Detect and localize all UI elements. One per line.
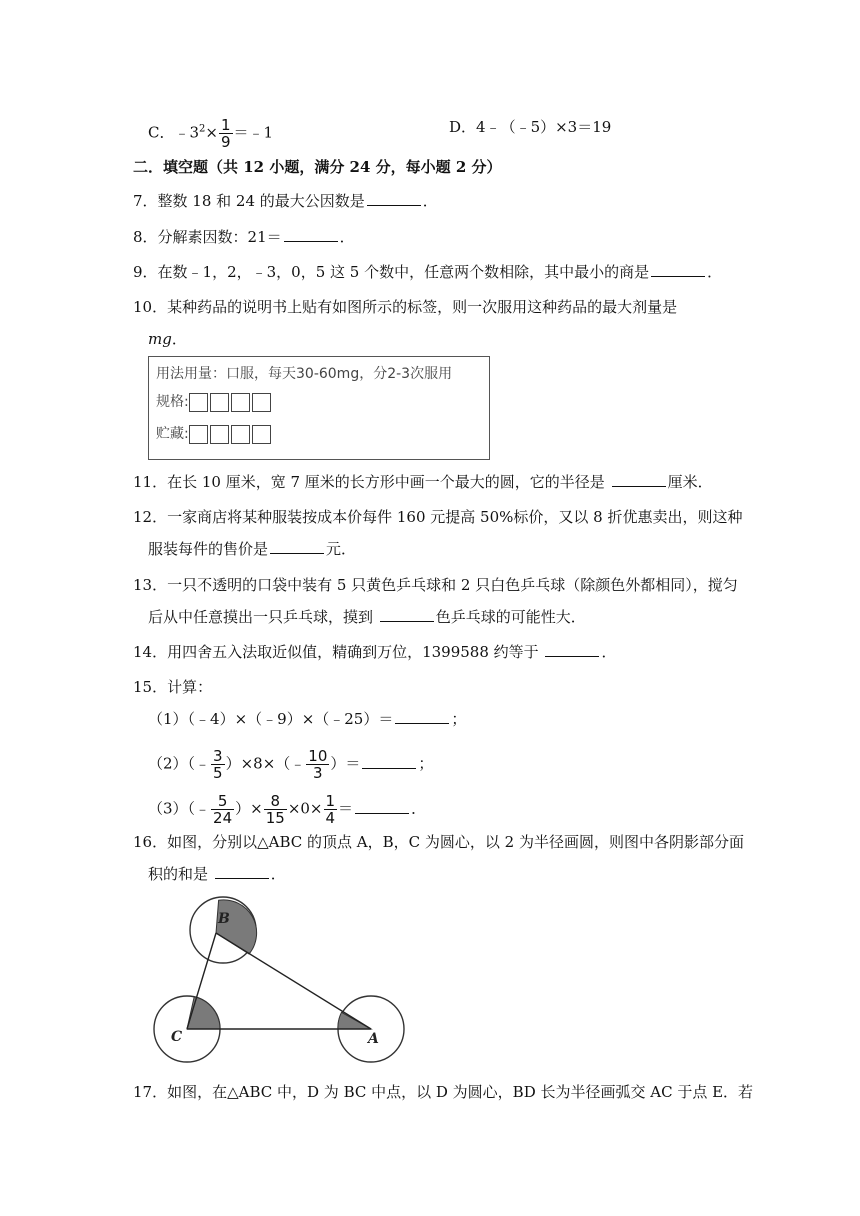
question-text: ． [270,865,286,883]
answer-blank[interactable] [355,799,409,814]
vertex-label-c: C [171,1029,183,1045]
question-12-line1: 12．一家商店将某种服装按成本价每件 160 元提高 50%标价，又以 8 折优惠卖出，则这种 [133,508,743,526]
denominator: 24 [213,809,233,827]
fraction [211,748,225,781]
question-text: 色乒乓球的可能性大． [435,608,586,626]
option-text: 4﹣（﹣5）×3＝19 [476,118,612,136]
expr-part: ）＝ [330,754,361,773]
question-17-line1: 17．如图，在△ABC 中，D 为 BC 中点，以 D 为圆心，BD 长为半径画弧交 AC 于点 E．若 [133,1083,754,1101]
storage-row [156,423,273,444]
question-text: ． [171,330,187,348]
question-15-part2 [148,748,433,781]
denominator: 3 [313,764,323,782]
fraction [306,748,329,781]
blank-square [231,425,250,444]
denominator: 4 [325,809,336,827]
answer-blank[interactable] [395,709,449,724]
expr-part: ＝ [338,799,354,818]
answer-blank[interactable] [380,607,434,622]
question-text: ； [451,710,467,728]
question-7 [133,191,438,211]
numerator: 5 [211,793,234,810]
numerator: 10 [308,747,328,765]
edge-ba [216,933,371,1029]
option-c [148,117,273,150]
vertex-label-a: A [368,1031,379,1047]
question-text: ． [601,643,617,661]
numerator: 1 [325,792,336,810]
storage-label: 贮藏: [156,426,189,442]
expr-part: ×0× [287,799,323,818]
question-text: ． [339,228,355,246]
answer-blank[interactable] [612,472,666,487]
question-16-line2 [148,864,286,884]
expr-part: （2）（﹣ [148,754,211,773]
question-9 [133,262,722,282]
option-label: D． [449,118,477,136]
expr-part: ． [411,799,427,818]
question-10-line1: 10．某种药品的说明书上贴有如图所示的标签，则一次服用这种药品的最大剂量是 [133,298,678,316]
expr-part: ﹣3 [174,123,200,142]
question-text: 8．分解素因数：21＝ [133,228,282,246]
expr-part: × [205,123,218,142]
question-text: 厘米． [667,473,713,491]
exponent: 2 [199,123,206,135]
question-13-line1: 13．一只不透明的口袋中装有 5 只黄色乒乓球和 2 只白色乒乓球（除颜色外都相同），搅匀 [133,576,738,594]
denominator: 9 [220,133,231,151]
fraction [211,793,234,826]
fraction [264,793,287,826]
spec-row [156,391,273,412]
numerator: 8 [264,793,287,810]
question-16-line1: 16．如图，分别以△ABC 的顶点 A，B，C 为圆心，以 2 为半径画圆，则图中各阴影部分面 [133,833,744,851]
expr-part: ； [418,754,434,773]
expr-part: ）× [235,799,263,818]
expr-part: ）×8×（﹣ [225,754,306,773]
question-text: 11．在长 10 厘米，宽 7 厘米的长方形中画一个最大的圆，它的半径是 [133,473,610,491]
question-text: 服装每件的售价是 [148,540,269,558]
blank-square [189,393,208,412]
question-text: 元． [326,540,357,558]
question-15-part1 [148,709,466,729]
question-14 [133,642,616,662]
expr-part: （3）（﹣ [148,799,211,818]
fraction [219,117,233,150]
drug-label-figure [148,356,490,460]
spec-label: 规格: [156,394,189,410]
fraction [324,793,338,826]
numerator: 3 [213,747,223,765]
question-text: （1）（﹣4）×（﹣9）×（﹣25）＝ [148,710,394,728]
triangle-circles-figure [150,895,412,1075]
usage-text: 用法用量：口服，每天30-60mg，分2-3次服用 [156,366,453,382]
unit: mg [148,330,172,348]
blank-square [210,425,229,444]
blank-square [231,393,250,412]
question-text: 9．在数﹣1，2，﹣3，0，5 这 5 个数中，任意两个数相除，其中最小的商是 [133,263,650,281]
blank-square [252,425,271,444]
denominator: 15 [265,809,285,827]
blank-square [210,393,229,412]
section-heading: 二．填空题（共 12 小题，满分 24 分，每小题 2 分） [133,158,502,176]
denominator: 5 [213,764,223,782]
question-text: 14．用四舍五入法取近似值，精确到万位，1399588 约等于 [133,643,544,661]
question-8 [133,227,355,247]
vertex-label-b: B [218,911,230,927]
answer-blank[interactable] [215,864,269,879]
expr-part: ＝﹣1 [233,123,274,142]
question-13-line2 [148,607,586,627]
numerator: 1 [220,116,231,134]
answer-blank[interactable] [284,227,338,242]
question-text: 7．整数 18 和 24 的最大公因数是 [133,192,365,210]
question-text: ． [422,192,438,210]
answer-blank[interactable] [362,754,416,769]
blank-square [189,425,208,444]
question-15-title: 15．计算： [133,678,213,696]
answer-blank[interactable] [651,262,705,277]
question-text: 积的和是 [148,865,213,883]
option-label: C． [148,123,175,142]
question-15-part3 [148,793,426,826]
option-d [449,117,611,137]
answer-blank[interactable] [545,642,599,657]
answer-blank[interactable] [270,539,324,554]
blank-square [252,393,271,412]
question-11 [133,472,713,492]
answer-blank[interactable] [367,191,421,206]
question-12-line2 [148,539,356,559]
question-text: 后从中任意摸出一只乒乓球，摸到 [148,608,378,626]
question-10-line2 [148,329,187,349]
question-text: ． [707,263,723,281]
